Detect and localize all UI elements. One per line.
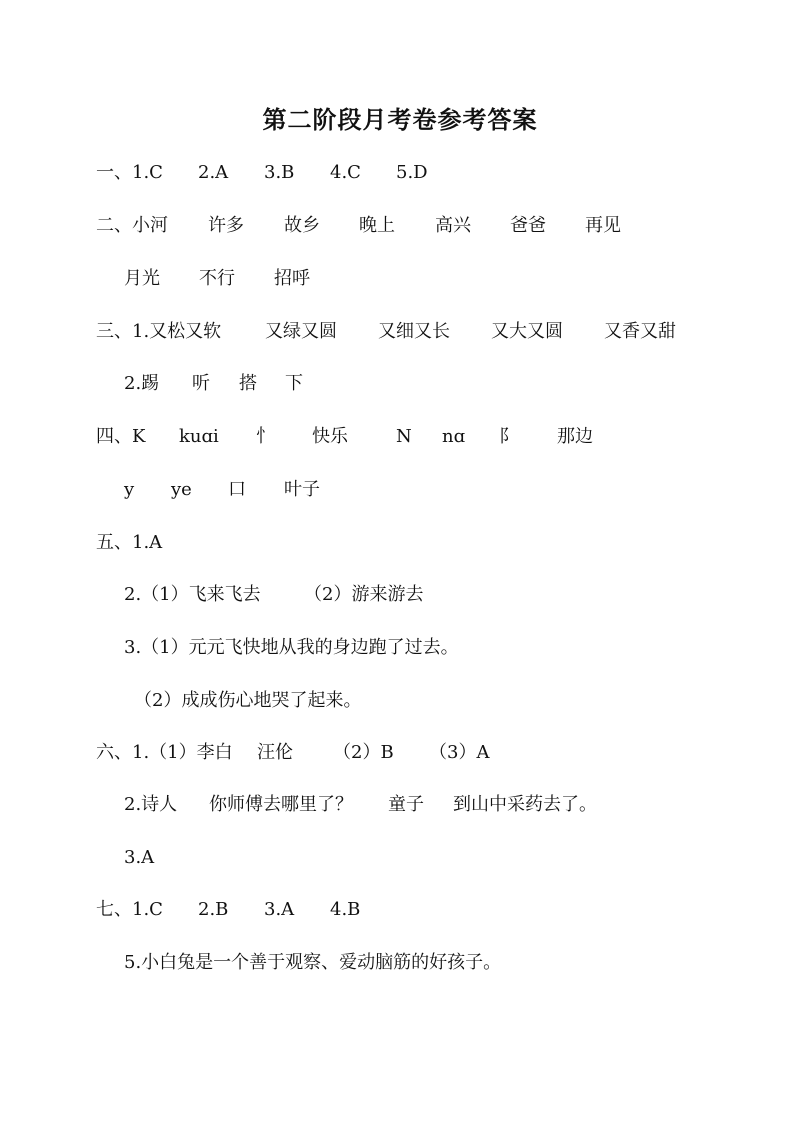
section-4-label: 四、K	[96, 426, 146, 447]
page-title: 第二阶段月考卷参考答案	[262, 106, 538, 134]
section-2-label: 二、小河	[96, 215, 168, 236]
cell: 叶子	[284, 479, 320, 500]
word: 许多	[208, 215, 244, 236]
phrase: 又大又圆	[491, 321, 563, 342]
cell: 阝	[499, 426, 517, 447]
answer: （2）B	[333, 742, 394, 763]
sentence: 5.小白兔是一个善于观察、爱动脑筋的好孩子。	[124, 952, 502, 973]
answer-5: 5.D	[396, 162, 428, 183]
word: 高兴	[435, 215, 471, 236]
cell: N	[396, 426, 412, 447]
word: 招呼	[274, 268, 310, 289]
phrase: 又香又甜	[604, 321, 676, 342]
item: 下	[285, 373, 303, 394]
cell: 忄	[256, 426, 274, 447]
answer: 2.（1）飞来飞去	[124, 584, 261, 605]
word: 晚上	[359, 215, 395, 236]
answer: 2.B	[198, 899, 229, 920]
section-3-label: 三、1.又松又软	[96, 321, 222, 342]
speaker: 童子	[388, 794, 424, 815]
phrase: 又细又长	[378, 321, 450, 342]
cell: y	[124, 479, 135, 500]
line: 你师傅去哪里了？	[209, 794, 353, 815]
section-7-label: 七、1.C	[96, 899, 163, 920]
answer-4: 4.C	[330, 162, 361, 183]
answer: （3）A	[429, 742, 490, 763]
answer: 汪伦	[257, 742, 293, 763]
answer: （2）游来游去	[304, 584, 424, 605]
answer: 3.A	[124, 847, 155, 868]
item: 搭	[239, 373, 257, 394]
section-5-label: 五、1.A	[96, 532, 163, 553]
word: 故乡	[284, 215, 320, 236]
word: 不行	[199, 268, 235, 289]
answer: 3.A	[264, 899, 295, 920]
section-6-label: 六、1.（1）李白	[96, 742, 233, 763]
sentence: 3.（1）元元飞快地从我的身边跑了过去。	[124, 637, 459, 658]
item: 2.踢	[124, 373, 160, 394]
cell: ye	[171, 479, 192, 500]
phrase: 又绿又圆	[265, 321, 337, 342]
cell: kuɑi	[179, 426, 219, 447]
section-1-label: 一、1.C	[96, 162, 163, 183]
word: 爸爸	[510, 215, 546, 236]
cell: 口	[228, 479, 246, 500]
line: 到山中采药去了。	[453, 794, 597, 815]
item: 听	[192, 373, 210, 394]
cell: 快乐	[312, 426, 348, 447]
answer-3: 3.B	[264, 162, 295, 183]
sentence: （2）成成伤心地哭了起来。	[134, 690, 362, 711]
word: 月光	[124, 268, 160, 289]
answer: 4.B	[330, 899, 361, 920]
speaker: 2.诗人	[124, 794, 178, 815]
word: 再见	[585, 215, 621, 236]
cell: 那边	[557, 426, 593, 447]
answer-2: 2.A	[198, 162, 229, 183]
cell: nɑ	[442, 426, 466, 447]
